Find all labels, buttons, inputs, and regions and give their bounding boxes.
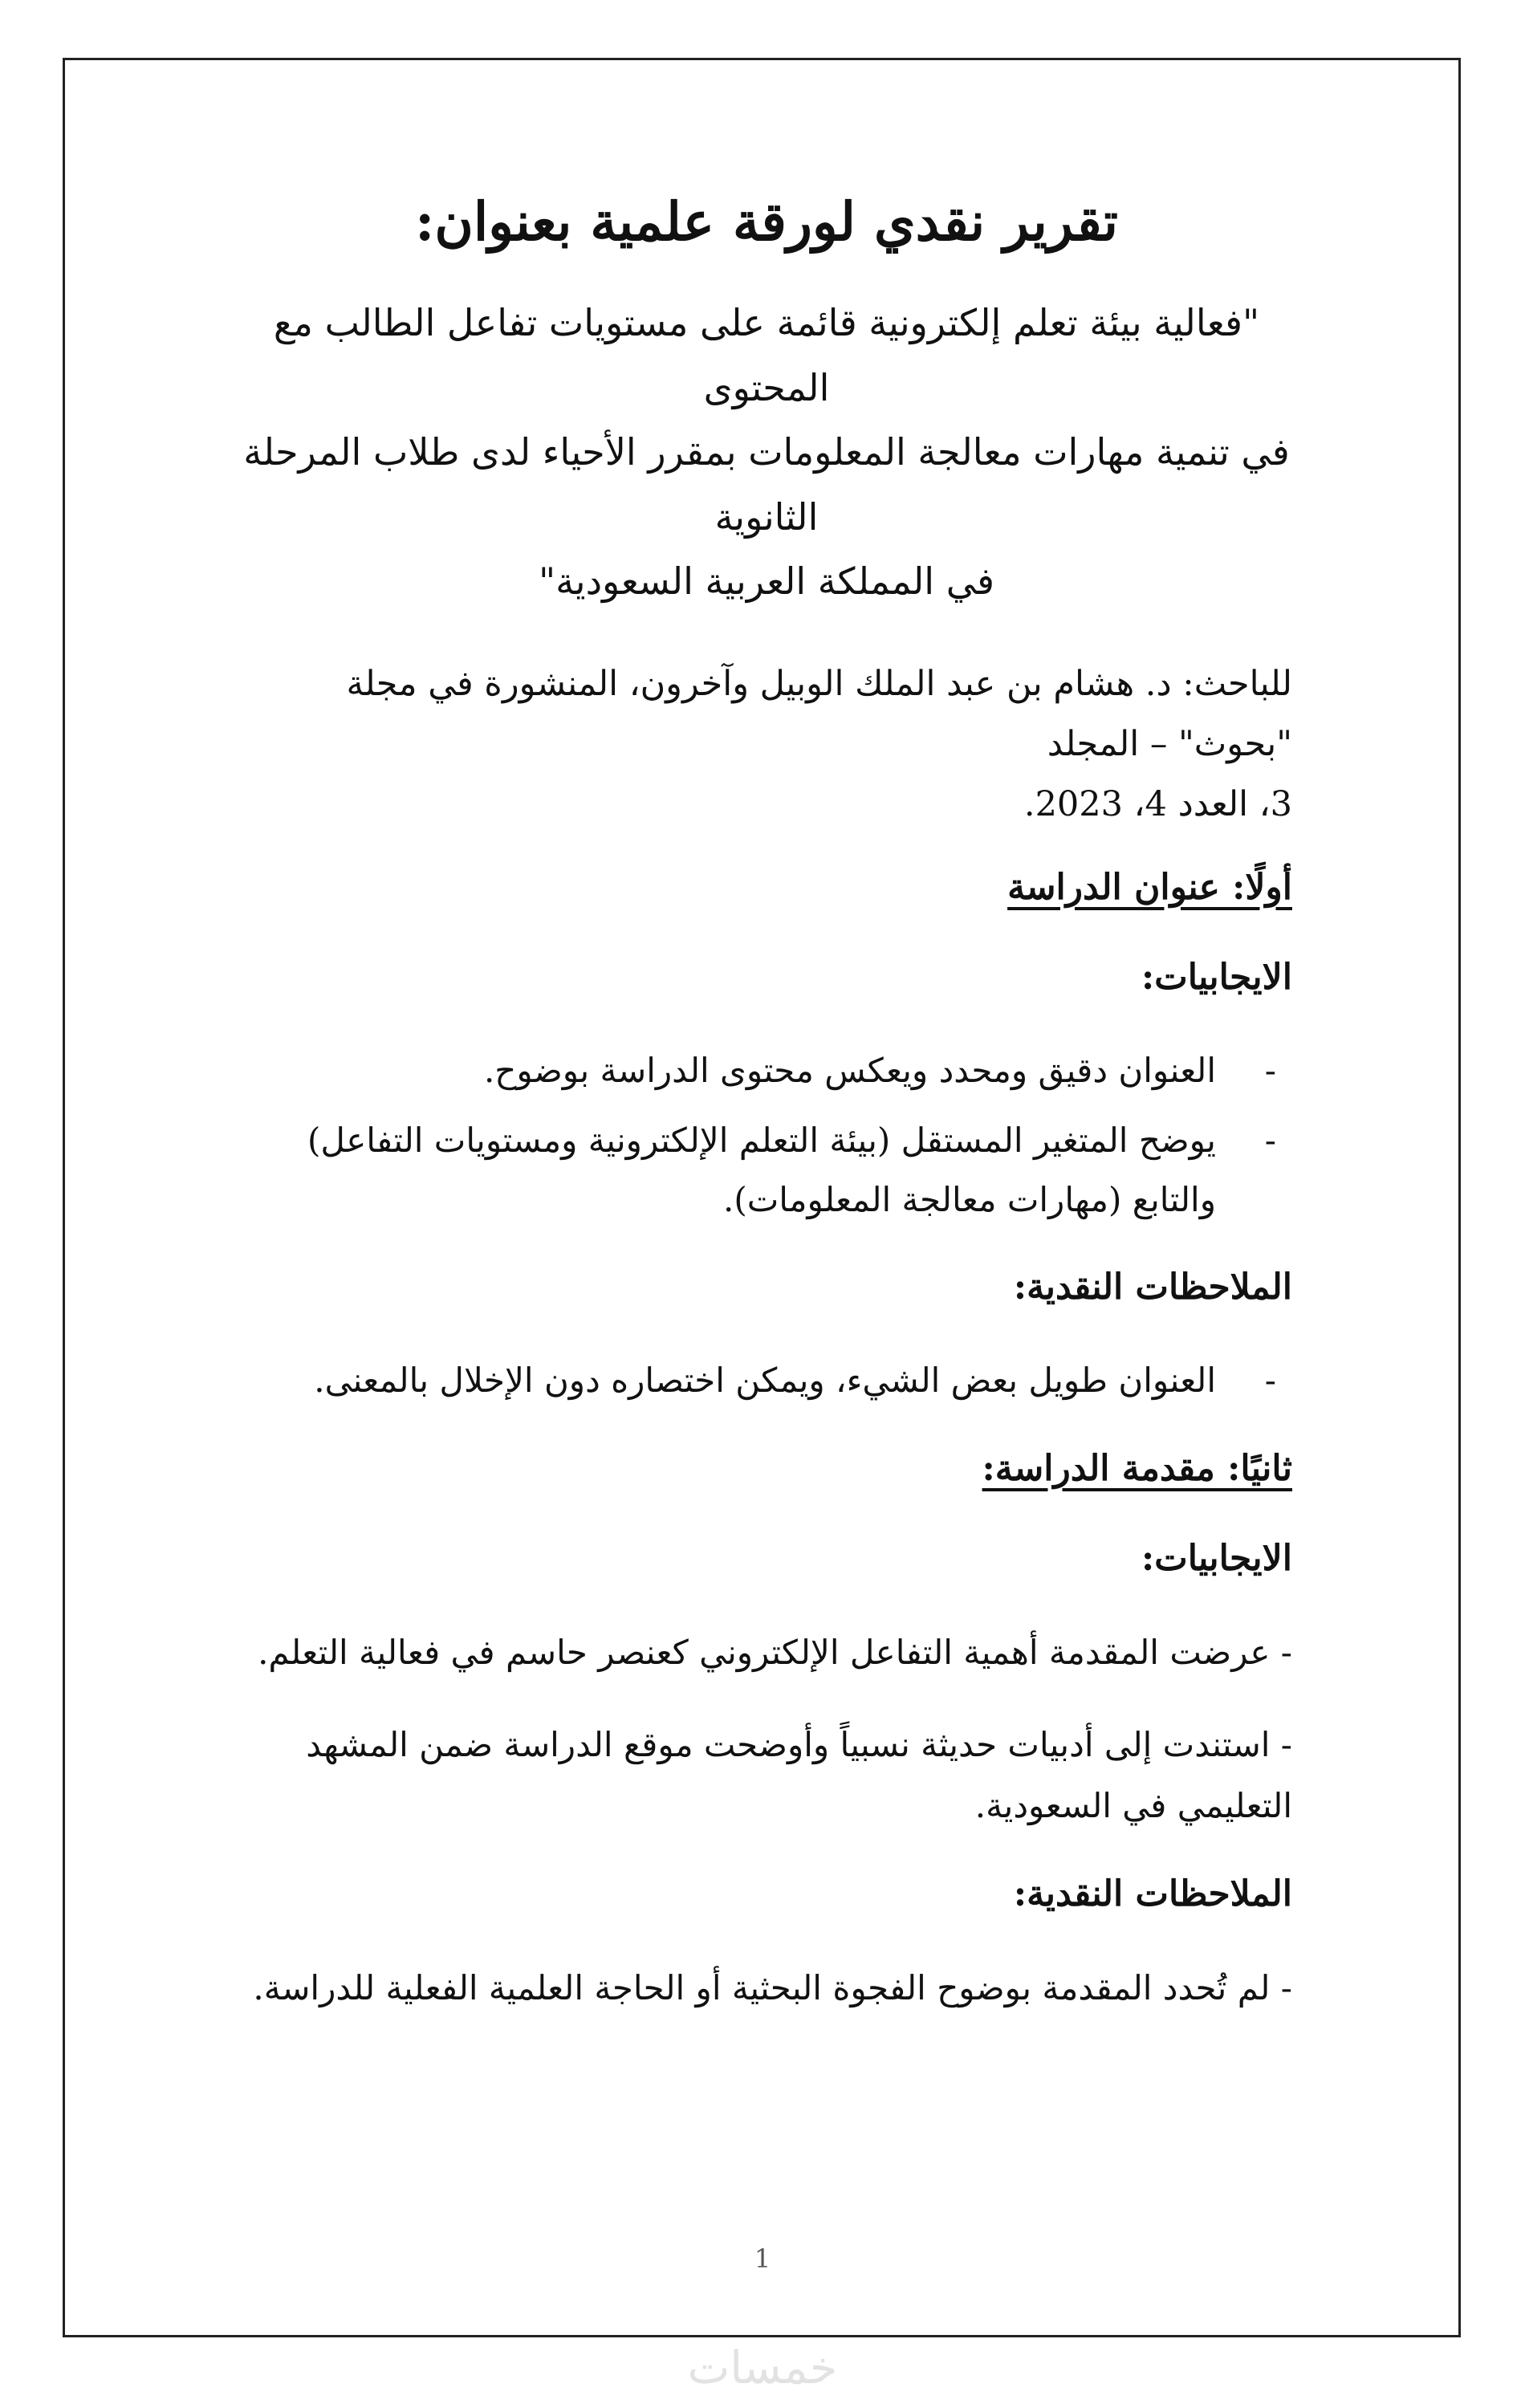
list-item-text: العنوان طويل بعض الشيء، ويمكن اختصاره دون الإخلال بالمعنى. [314, 1361, 1216, 1401]
author-line: 3، العدد 4، 2023. [1023, 784, 1292, 825]
list-item [241, 1351, 1292, 1410]
section-heading-introduction: ثانيًا: مقدمة الدراسة: [982, 1447, 1292, 1489]
list-item [241, 1111, 1292, 1229]
positives-heading: الايجابيات: [1141, 1537, 1292, 1579]
report-title: تقرير نقدي لورقة علمية بعنوان: [414, 190, 1118, 253]
critique-list [241, 1351, 1292, 1410]
paper-title-line: في المملكة العربية السعودية" [538, 559, 995, 604]
dash-bullet: - [1264, 1121, 1276, 1161]
positives-heading: الايجابيات: [1141, 956, 1292, 998]
critique-heading: الملاحظات النقدية: [1013, 1267, 1292, 1308]
critique-heading: الملاحظات النقدية: [1013, 1873, 1292, 1915]
paper-title [241, 291, 1292, 614]
positives-list [241, 1041, 1292, 1230]
document-content [241, 185, 1292, 2051]
author-line: للباحث: د. هشام بن عبد الملك الوبيل وآخرون، المنشورة في مجلة "بحوث" – المجلد [346, 663, 1292, 765]
section-heading-title: أولًا: عنوان الدراسة [1007, 866, 1292, 908]
watermark-logo: خمسات [687, 2342, 838, 2394]
dash-bullet: - [1264, 1050, 1276, 1090]
paragraph: - استندت إلى أدبيات حديثة نسبياً وأوضحت موقع الدراسة ضمن المشهد التعليمي في السعودية. [306, 1725, 1292, 1825]
list-item-text: يوضح المتغير المستقل (بيئة التعلم الإلكترونية ومستويات التفاعل) والتابع (مهارات معالجة المعلومات). [307, 1121, 1216, 1219]
list-item [241, 1041, 1292, 1100]
page-number: 1 [754, 2243, 771, 2274]
paper-title-line: في تنمية مهارات معالجة المعلومات بمقرر الأحياء لدى طلاب المرحلة الثانوية [243, 430, 1290, 539]
paragraph: - لم تُحدد المقدمة بوضوح الفجوة البحثية أو الحاجة العلمية الفعلية للدراسة. [253, 1968, 1292, 2008]
author-citation [241, 654, 1292, 836]
paper-title-line: "فعالية بيئة تعلم إلكترونية قائمة على مستويات تفاعل الطالب مع المحتوى [273, 301, 1260, 409]
paragraph: - عرضت المقدمة أهمية التفاعل الإلكتروني كعنصر حاسم في فعالية التعلم. [258, 1632, 1292, 1672]
list-item-text: العنوان دقيق ومحدد ويعكس محتوى الدراسة بوضوح. [483, 1050, 1216, 1090]
dash-bullet: - [1264, 1361, 1276, 1401]
